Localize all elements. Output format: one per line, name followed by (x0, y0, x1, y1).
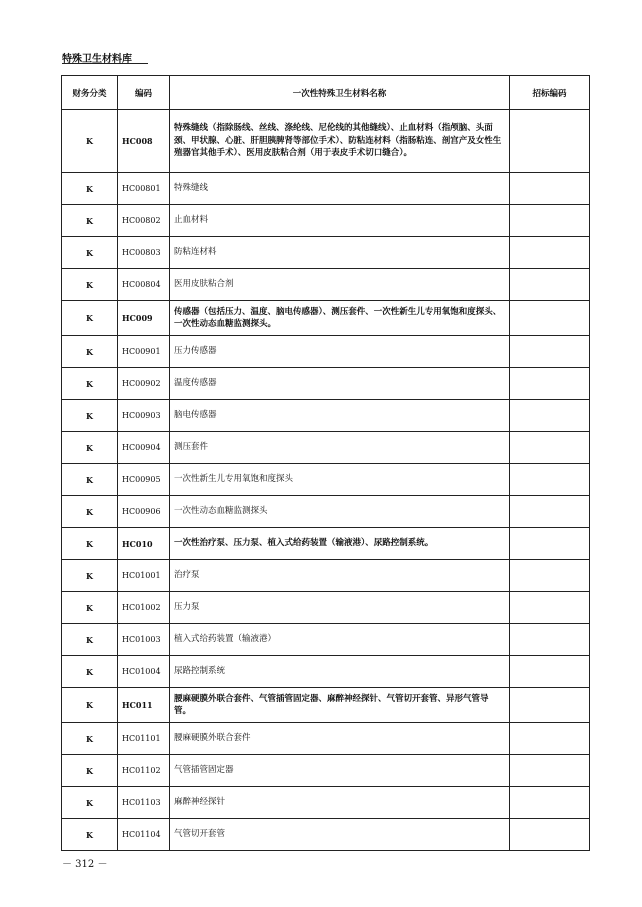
table-row (62, 432, 590, 464)
cell-material-name: 压力泵 (170, 592, 510, 624)
cell-finance-category: K (62, 368, 118, 400)
header-code: 编码 (118, 76, 170, 110)
cell-code: HC00904 (118, 432, 170, 464)
table-row (62, 755, 590, 787)
cell-material-name: 温度传感器 (170, 368, 510, 400)
table-row (62, 110, 590, 173)
cell-bid-code (510, 336, 590, 368)
cell-code: HC00905 (118, 464, 170, 496)
cell-code: HC00802 (118, 205, 170, 237)
cell-material-name: 脑电传感器 (170, 400, 510, 432)
table-row (62, 723, 590, 755)
cell-bid-code (510, 464, 590, 496)
cell-finance-category: K (62, 432, 118, 464)
cell-finance-category: K (62, 400, 118, 432)
cell-code: HC01001 (118, 560, 170, 592)
table-row (62, 301, 590, 336)
cell-finance-category: K (62, 688, 118, 723)
table-row (62, 368, 590, 400)
cell-code: HC008 (118, 110, 170, 173)
cell-code: HC01102 (118, 755, 170, 787)
cell-finance-category: K (62, 496, 118, 528)
cell-finance-category: K (62, 656, 118, 688)
table-row (62, 592, 590, 624)
table-row (62, 819, 590, 851)
table-row (62, 656, 590, 688)
cell-material-name: 气管切开套管 (170, 819, 510, 851)
cell-code: HC00801 (118, 173, 170, 205)
cell-code: HC00906 (118, 496, 170, 528)
cell-material-name: 医用皮肤粘合剂 (170, 269, 510, 301)
cell-bid-code (510, 432, 590, 464)
header-finance-category: 财务分类 (62, 76, 118, 110)
materials-table (61, 75, 590, 851)
cell-bid-code (510, 110, 590, 173)
table-row (62, 496, 590, 528)
cell-finance-category: K (62, 819, 118, 851)
cell-code: HC01101 (118, 723, 170, 755)
cell-material-name: 特殊缝线（指除肠线、丝线、涤纶线、尼伦线的其他缝线）、止血材料（指颅脑、头面颈、甲状腺、心脏、肝胆胰脾肾等部位手术）、防粘连材料（指肠粘连、剖宫产及女性生殖器官其他手术）、医用皮肤粘合剂（用于表皮手术切口缝合）。 (170, 110, 510, 173)
cell-code: HC00803 (118, 237, 170, 269)
table-row (62, 528, 590, 560)
table-row (62, 269, 590, 301)
cell-bid-code (510, 688, 590, 723)
cell-material-name: 腰麻硬膜外联合套件、气管插管固定器、麻醉神经探针、气管切开套管、异形气管导管。 (170, 688, 510, 723)
cell-finance-category: K (62, 560, 118, 592)
header-material-name: 一次性特殊卫生材料名称 (170, 76, 510, 110)
cell-code: HC01104 (118, 819, 170, 851)
cell-material-name: 麻醉神经探针 (170, 787, 510, 819)
cell-code: HC00902 (118, 368, 170, 400)
cell-finance-category: K (62, 110, 118, 173)
cell-material-name: 防粘连材料 (170, 237, 510, 269)
cell-code: HC010 (118, 528, 170, 560)
cell-bid-code (510, 723, 590, 755)
cell-finance-category: K (62, 787, 118, 819)
table-row (62, 400, 590, 432)
cell-bid-code (510, 173, 590, 205)
table-row (62, 624, 590, 656)
cell-finance-category: K (62, 301, 118, 336)
cell-bid-code (510, 787, 590, 819)
table-row (62, 688, 590, 723)
cell-finance-category: K (62, 336, 118, 368)
table-row (62, 237, 590, 269)
cell-finance-category: K (62, 723, 118, 755)
header-bid-code: 招标编码 (510, 76, 590, 110)
page-number: － 312 － (62, 859, 108, 870)
cell-material-name: 一次性动态血糖监测探头 (170, 496, 510, 528)
cell-code: HC011 (118, 688, 170, 723)
cell-code: HC009 (118, 301, 170, 336)
cell-material-name: 一次性治疗泵、压力泵、植入式给药装置（输液港）、尿路控制系统。 (170, 528, 510, 560)
cell-code: HC01103 (118, 787, 170, 819)
cell-code: HC01004 (118, 656, 170, 688)
cell-bid-code (510, 205, 590, 237)
table-row (62, 464, 590, 496)
table-row (62, 173, 590, 205)
cell-material-name: 气管插管固定器 (170, 755, 510, 787)
header-underline (62, 63, 148, 64)
cell-bid-code (510, 237, 590, 269)
cell-bid-code (510, 560, 590, 592)
cell-finance-category: K (62, 624, 118, 656)
cell-material-name: 特殊缝线 (170, 173, 510, 205)
cell-finance-category: K (62, 755, 118, 787)
cell-bid-code (510, 656, 590, 688)
cell-bid-code (510, 301, 590, 336)
cell-bid-code (510, 528, 590, 560)
cell-bid-code (510, 400, 590, 432)
table-row (62, 205, 590, 237)
cell-finance-category: K (62, 269, 118, 301)
cell-material-name: 腰麻硬膜外联合套件 (170, 723, 510, 755)
cell-material-name: 测压套件 (170, 432, 510, 464)
cell-material-name: 治疗泵 (170, 560, 510, 592)
cell-code: HC01003 (118, 624, 170, 656)
table-row (62, 787, 590, 819)
cell-code: HC01002 (118, 592, 170, 624)
cell-bid-code (510, 368, 590, 400)
cell-bid-code (510, 592, 590, 624)
cell-code: HC00901 (118, 336, 170, 368)
cell-bid-code (510, 496, 590, 528)
cell-bid-code (510, 624, 590, 656)
cell-material-name: 止血材料 (170, 205, 510, 237)
cell-code: HC00903 (118, 400, 170, 432)
cell-finance-category: K (62, 528, 118, 560)
page-header-title: 特殊卫生材料库 (62, 54, 132, 65)
table-row (62, 336, 590, 368)
cell-finance-category: K (62, 173, 118, 205)
cell-material-name: 植入式给药装置（输液港） (170, 624, 510, 656)
cell-code: HC00804 (118, 269, 170, 301)
cell-material-name: 传感器（包括压力、温度、脑电传感器）、测压套件、一次性新生儿专用氧饱和度探头、一次性动态血糖监测探头。 (170, 301, 510, 336)
cell-bid-code (510, 755, 590, 787)
table-row (62, 560, 590, 592)
cell-material-name: 一次性新生儿专用氧饱和度探头 (170, 464, 510, 496)
cell-bid-code (510, 819, 590, 851)
cell-bid-code (510, 269, 590, 301)
cell-finance-category: K (62, 464, 118, 496)
cell-finance-category: K (62, 205, 118, 237)
cell-material-name: 尿路控制系统 (170, 656, 510, 688)
cell-material-name: 压力传感器 (170, 336, 510, 368)
cell-finance-category: K (62, 237, 118, 269)
cell-finance-category: K (62, 592, 118, 624)
table-header-row (62, 76, 590, 110)
